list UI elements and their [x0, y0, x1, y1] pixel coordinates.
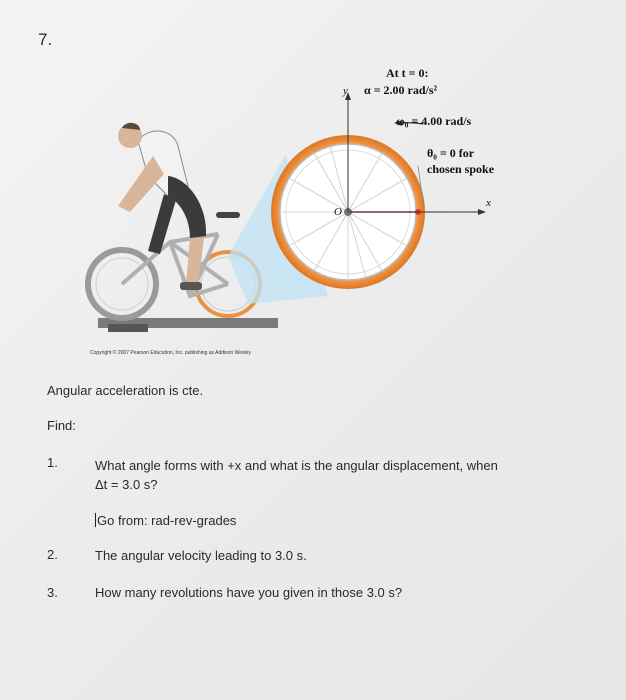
item-1-note-text: Go from: rad-rev-grades: [97, 513, 237, 528]
bicycle-wheel-figure: [78, 66, 515, 368]
y-axis-label: y: [343, 85, 348, 97]
item-2-text: The angular velocity leading to 3.0 s.: [95, 548, 307, 563]
item-1-text-line2: Δt = 3.0 s?: [95, 477, 158, 492]
item-3-text: How many revolutions have you given in those 3.0 s?: [95, 585, 403, 600]
omega-annotation: ω₀ = 4.00 rad/s: [396, 114, 472, 128]
item-number-1: 1.: [47, 455, 58, 470]
time-annotation: At t = 0:: [386, 66, 429, 80]
alpha-annotation: α = 2.00 rad/s²: [364, 83, 438, 97]
item-number-2: 2.: [47, 547, 58, 562]
figure-illustration: [78, 66, 515, 368]
item-1-note: [95, 513, 236, 528]
item-1-text-line1: What angle forms with +x and what is the angular displacement, when: [95, 458, 498, 473]
problem-statement: Angular acceleration is cte.: [47, 383, 204, 398]
item-number-3: 3.: [47, 585, 58, 600]
question-number: 7.: [38, 30, 53, 49]
origin-label: O: [334, 206, 342, 218]
theta-annotation-line2: chosen spoke: [427, 162, 495, 176]
figure-copyright: Copyright © 2007 Pearson Education, Inc. publishing as Addison Wesley: [90, 350, 251, 356]
find-label: Find:: [47, 418, 76, 433]
x-axis-label: x: [486, 197, 491, 209]
text-cursor: [95, 513, 96, 527]
theta-annotation-line1: θ₀ = 0 for: [427, 146, 475, 160]
